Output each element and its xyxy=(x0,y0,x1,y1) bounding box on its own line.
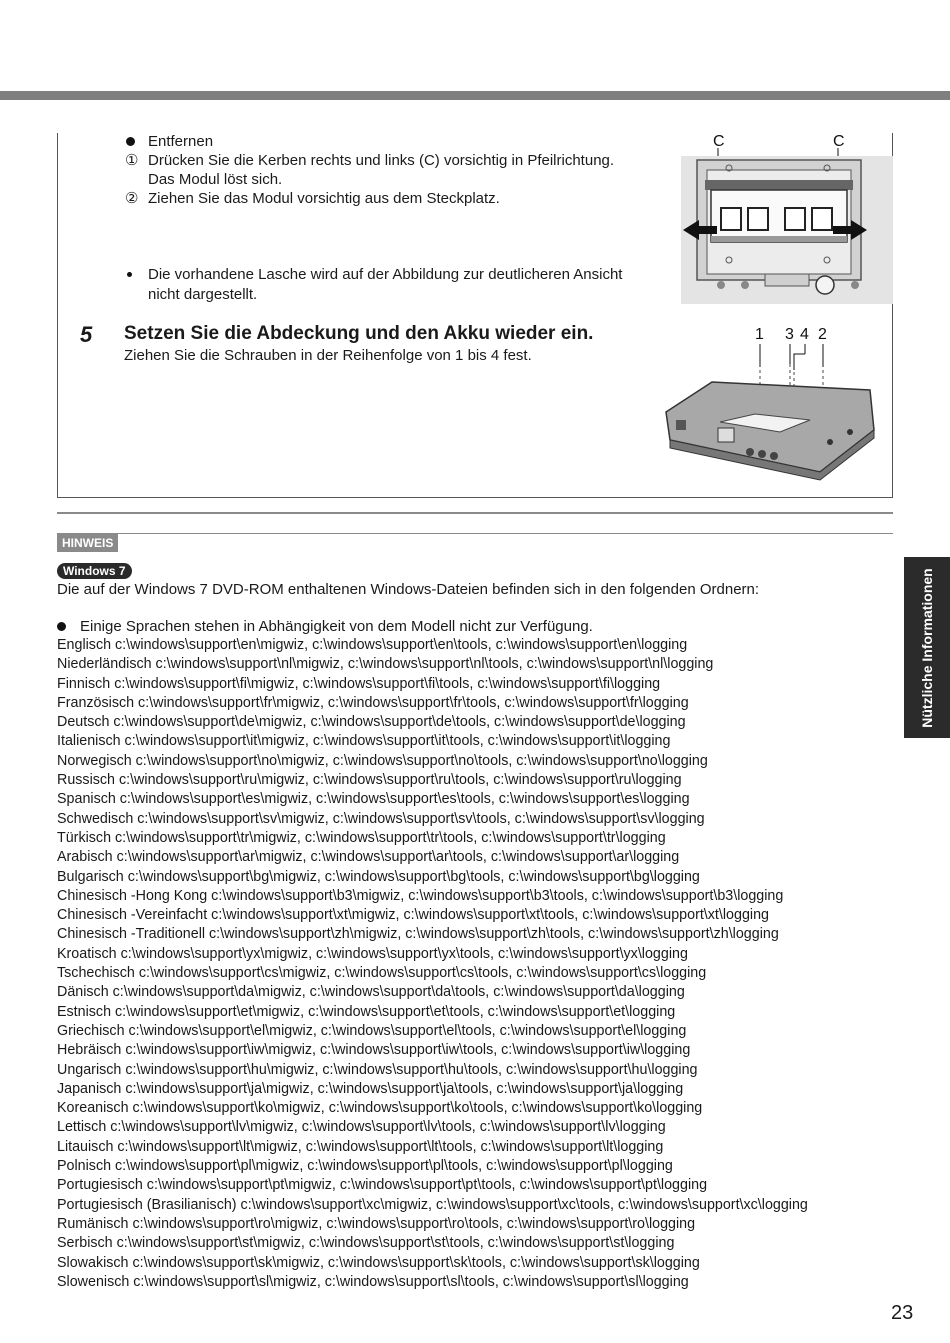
list-item: Chinesisch -Traditionell c:\windows\support\zh\migwiz, c:\windows\support\zh\tools, c:\windows\support\zh\logging xyxy=(57,926,779,943)
removal-step-1-line-1: Drücken Sie die Kerben rechts und links (C) vorsichtig in Pfeilrichtung. xyxy=(148,152,615,169)
list-item: Finnisch c:\windows\support\fi\migwiz, c:\windows\support\fi\tools, c:\windows\support\fi\logging xyxy=(57,675,661,692)
list-item: Dänisch c:\windows\support\da\migwiz, c:\windows\support\da\tools, c:\windows\support\da\logging xyxy=(57,984,685,1001)
removal-note-line-1: Die vorhandene Lasche wird auf der Abbildung zur deutlicheren Ansicht xyxy=(148,266,623,283)
list-item: Niederländisch c:\windows\support\nl\migwiz, c:\windows\support\nl\tools, c:\windows\support\nl\logging xyxy=(57,656,714,673)
list-item: Russisch c:\windows\support\ru\migwiz, c:\windows\support\ru\tools, c:\windows\support\ru\logging xyxy=(57,772,682,789)
list-item: Chinesisch -Hong Kong c:\windows\support\b3\migwiz, c:\windows\support\b3\tools, c:\windows\support\b3\logging xyxy=(57,887,784,904)
removal-note-line-2: nicht dargestellt. xyxy=(148,286,258,303)
list-item: Kroatisch c:\windows\support\yx\migwiz, c:\windows\support\yx\tools, c:\windows\support\yx\logging xyxy=(57,945,688,962)
bullet-icon xyxy=(57,622,66,631)
list-item: Bulgarisch c:\windows\support\bg\migwiz, c:\windows\support\bg\tools, c:\windows\support\bg\logging xyxy=(57,868,700,885)
screw-label-4: 4 xyxy=(800,326,809,343)
memory-module-figure xyxy=(681,128,893,304)
list-item: Lettisch c:\windows\support\lv\migwiz, c:\windows\support\lv\tools, c:\windows\support\lv\logging xyxy=(57,1119,666,1136)
step-marker-1: ① xyxy=(125,152,139,169)
step-description: Ziehen Sie die Schrauben in der Reihenfolge von 1 bis 4 fest. xyxy=(124,347,532,364)
list-item: Hebräisch c:\windows\support\iw\migwiz, c:\windows\support\iw\tools, c:\windows\support\iw\logging xyxy=(57,1042,691,1059)
list-item: Tschechisch c:\windows\support\cs\migwiz, c:\windows\support\cs\tools, c:\windows\support\cs\logging xyxy=(57,965,707,982)
os-badge: Windows 7 xyxy=(57,563,132,579)
list-item: Französisch c:\windows\support\fr\migwiz, c:\windows\support\fr\tools, c:\windows\support\fr\logging xyxy=(57,694,689,711)
screw-label-1: 1 xyxy=(755,326,764,343)
list-item: Türkisch c:\windows\support\tr\migwiz, c:\windows\support\tr\tools, c:\windows\support\tr\logging xyxy=(57,829,666,846)
list-item: Litauisch c:\windows\support\lt\migwiz, c:\windows\support\lt\tools, c:\windows\support\lt\logging xyxy=(57,1138,664,1155)
list-item: Chinesisch -Vereinfacht c:\windows\support\xt\migwiz, c:\windows\support\xt\tools, c:\windows\support\xt\logging xyxy=(57,907,769,924)
bullet-icon xyxy=(126,137,135,146)
list-item: Serbisch c:\windows\support\st\migwiz, c:\windows\support\st\tools, c:\windows\support\st\logging xyxy=(57,1235,675,1252)
removal-heading: Entfernen xyxy=(148,133,214,150)
side-section-tab xyxy=(904,557,950,738)
step-number: 5 xyxy=(80,322,93,347)
list-item: Norwegisch c:\windows\support\no\migwiz, c:\windows\support\no\tools, c:\windows\support\no\logging xyxy=(57,752,708,769)
list-item: Koreanisch c:\windows\support\ko\migwiz, c:\windows\support\ko\tools, c:\windows\support\ko\logging xyxy=(57,1100,703,1117)
list-item: Englisch c:\windows\support\en\migwiz, c:\windows\support\en\tools, c:\windows\support\en\logging xyxy=(57,637,688,653)
list-item: Schwedisch c:\windows\support\sv\migwiz, c:\windows\support\sv\tools, c:\windows\support\sv\logging xyxy=(57,810,705,827)
list-item: Arabisch c:\windows\support\ar\migwiz, c:\windows\support\ar\tools, c:\windows\support\ar\logging xyxy=(57,849,680,866)
screw-label-2: 2 xyxy=(818,326,827,343)
header-bar xyxy=(0,91,950,100)
list-item: Japanisch c:\windows\support\ja\migwiz, c:\windows\support\ja\tools, c:\windows\support\ja\logging xyxy=(57,1080,684,1097)
note-rule xyxy=(57,533,893,534)
list-item: Portugiesisch (Brasilianisch) c:\windows\support\xc\migwiz, c:\windows\support\xc\tools, c:\windows\support\xc\logging xyxy=(57,1196,808,1213)
note-label: HINWEIS xyxy=(57,534,118,552)
removal-step-2: Ziehen Sie das Modul vorsichtig aus dem Steckplatz. xyxy=(148,190,500,207)
removal-step-1-line-2: Das Modul löst sich. xyxy=(148,171,283,188)
list-item: Deutsch c:\windows\support\de\migwiz, c:\windows\support\de\tools, c:\windows\support\de\logging xyxy=(57,714,686,731)
list-item: Slowenisch c:\windows\support\sl\migwiz, c:\windows\support\sl\tools, c:\windows\support\sl\logging xyxy=(57,1273,689,1290)
section-divider xyxy=(57,512,893,514)
availability-note: Einige Sprachen stehen in Abhängigkeit von dem Modell nicht zur Verfügung. xyxy=(80,618,593,635)
list-item: Slowakisch c:\windows\support\sk\migwiz, c:\windows\support\sk\tools, c:\windows\support\sk\logging xyxy=(57,1254,700,1271)
list-item: Spanisch c:\windows\support\es\migwiz, c:\windows\support\es\tools, c:\windows\support\es\logging xyxy=(57,791,690,808)
screw-label-3: 3 xyxy=(785,326,794,343)
page-number: 23 xyxy=(891,1302,914,1324)
list-item: Italienisch c:\windows\support\it\migwiz, c:\windows\support\it\tools, c:\windows\support\it\logging xyxy=(57,733,671,750)
computer-bottom-figure xyxy=(660,322,882,482)
step-marker-2: ② xyxy=(125,190,139,207)
note-intro: Die auf der Windows 7 DVD-ROM enthaltenen Windows-Dateien befinden sich in den folgenden Ordnern: xyxy=(57,581,760,598)
side-tab-label: Nützliche Informationen xyxy=(919,567,935,728)
list-item: Polnisch c:\windows\support\pl\migwiz, c:\windows\support\pl\tools, c:\windows\support\pl\logging xyxy=(57,1158,673,1175)
list-item: Rumänisch c:\windows\support\ro\migwiz, c:\windows\support\ro\tools, c:\windows\support\ro\logging xyxy=(57,1215,696,1232)
list-item: Griechisch c:\windows\support\el\migwiz, c:\windows\support\el\tools, c:\windows\support\el\logging xyxy=(57,1022,687,1039)
step-title: Setzen Sie die Abdeckung und den Akku wieder ein. xyxy=(124,323,594,344)
list-item: Portugiesisch c:\windows\support\pt\migwiz, c:\windows\support\pt\tools, c:\windows\support\pt\logging xyxy=(57,1177,708,1194)
list-item: Estnisch c:\windows\support\et\migwiz, c:\windows\support\et\tools, c:\windows\support\et\logging xyxy=(57,1003,676,1020)
folder-list xyxy=(57,636,808,1292)
notch-label-right: C xyxy=(833,133,845,150)
note-bullet-icon xyxy=(127,272,132,277)
notch-label-left: C xyxy=(713,133,725,150)
list-item: Ungarisch c:\windows\support\hu\migwiz, c:\windows\support\hu\tools, c:\windows\support\hu\logging xyxy=(57,1061,698,1078)
